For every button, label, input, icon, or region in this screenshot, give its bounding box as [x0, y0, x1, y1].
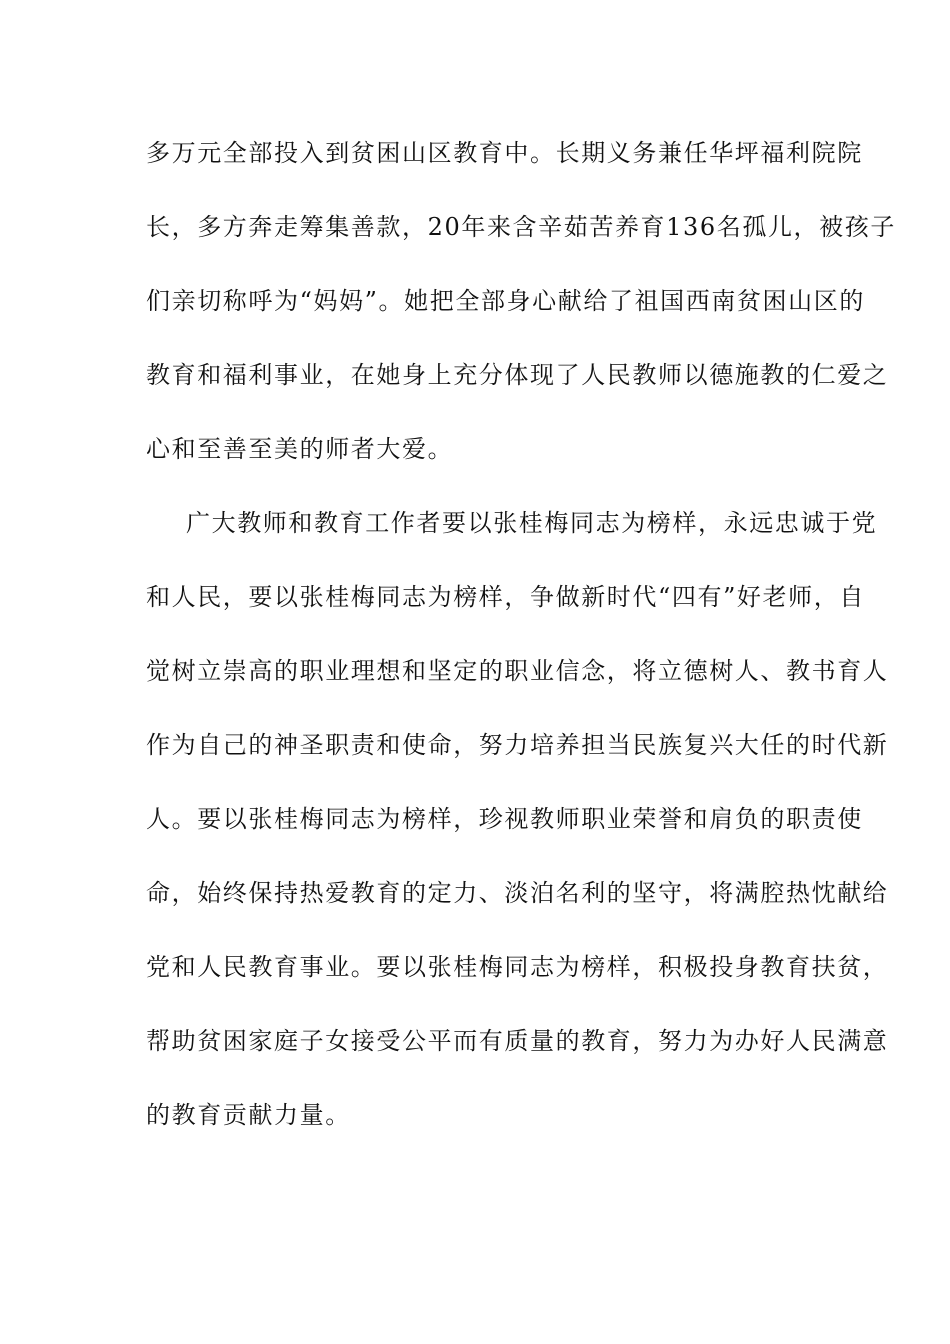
- text-line-5: 心和至善至美的师者大爱。: [146, 435, 454, 463]
- text-line-2: 长，多方奔走筹集善款，20年来含辛茹苦养育136名孤儿，被孩子: [146, 213, 896, 241]
- text-line-10: 人。要以张桂梅同志为榜样，珍视教师职业荣誉和肩负的职责使: [146, 805, 863, 833]
- text-line-7: 和人民，要以张桂梅同志为榜样，争做新时代“四有”好老师，自: [146, 583, 865, 611]
- text-line-9: 作为自己的神圣职责和使命，努力培养担当民族复兴大任的时代新: [146, 731, 889, 759]
- text-line-4: 教育和福利事业，在她身上充分体现了人民教师以德施教的仁爱之: [146, 361, 889, 389]
- text-line-8: 觉树立崇高的职业理想和坚定的职业信念，将立德树人、教书育人: [146, 657, 889, 685]
- text-line-12: 党和人民教育事业。要以张桂梅同志为榜样，积极投身教育扶贫，: [146, 953, 889, 981]
- text-line-3: 们亲切称呼为“妈妈”。她把全部身心献给了祖国西南贫困山区的: [146, 287, 865, 315]
- text-line-13: 帮助贫困家庭子女接受公平而有质量的教育，努力为办好人民满意: [146, 1027, 889, 1055]
- text-line-14: 的教育贡献力量。: [146, 1101, 351, 1129]
- text-line-1: 多万元全部投入到贫困山区教育中。长期义务兼任华坪福利院院: [146, 139, 863, 167]
- text-line-6: 广大教师和教育工作者要以张桂梅同志为榜样，永远忠诚于党: [186, 509, 878, 537]
- text-line-11: 命，始终保持热爱教育的定力、淡泊名利的坚守，将满腔热忱献给: [146, 879, 889, 907]
